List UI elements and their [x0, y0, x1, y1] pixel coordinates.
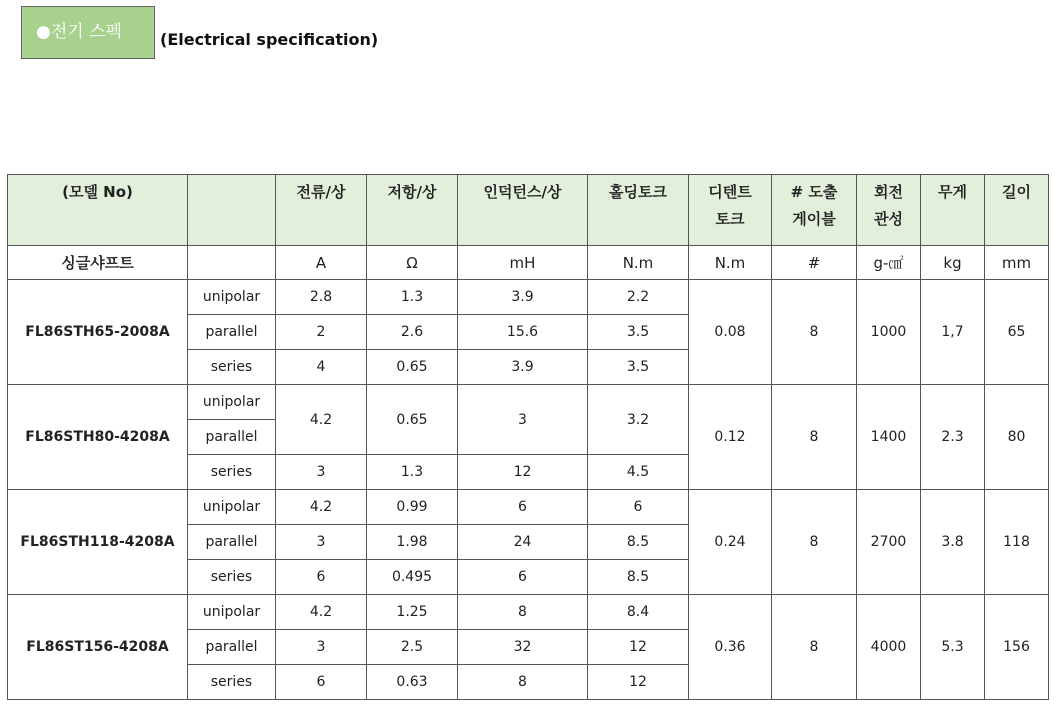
- current-value: 2.8: [276, 280, 367, 315]
- header-detent-torque: 디텐트 토크: [689, 175, 772, 246]
- drive-mode: unipolar: [188, 280, 276, 315]
- model-name: FL86STH80-4208A: [8, 385, 188, 490]
- resistance-value: 0.63: [367, 665, 458, 700]
- unit-inductance: mH: [458, 246, 588, 280]
- resistance-value: 0.495: [367, 560, 458, 595]
- resistance-value: 1.3: [367, 455, 458, 490]
- drive-mode: unipolar: [188, 595, 276, 630]
- unit-current: A: [276, 246, 367, 280]
- inertia-value: 1000: [857, 280, 921, 385]
- detent-torque-value: 0.36: [689, 595, 772, 700]
- inductance-value: 3: [458, 385, 588, 455]
- holding-torque-value: 3.5: [588, 350, 689, 385]
- header-model: (모델 No): [8, 175, 188, 246]
- holding-torque-value: 3.2: [588, 385, 689, 455]
- inductance-value: 3.9: [458, 280, 588, 315]
- length-value: 65: [985, 280, 1049, 385]
- resistance-value: 0.65: [367, 385, 458, 455]
- model-name: FL86STH118-4208A: [8, 490, 188, 595]
- length-value: 156: [985, 595, 1049, 700]
- drive-mode: parallel: [188, 525, 276, 560]
- section-badge: ●전기 스펙: [21, 6, 155, 59]
- unit-length: mm: [985, 246, 1049, 280]
- detent-torque-value: 0.08: [689, 280, 772, 385]
- table-row: [8, 385, 1049, 420]
- unit-weight: kg: [921, 246, 985, 280]
- holding-torque-value: 3.5: [588, 315, 689, 350]
- current-value: 4.2: [276, 490, 367, 525]
- drive-mode: parallel: [188, 315, 276, 350]
- resistance-value: 2.6: [367, 315, 458, 350]
- current-value: 4: [276, 350, 367, 385]
- drive-mode: parallel: [188, 630, 276, 665]
- current-value: 4.2: [276, 595, 367, 630]
- resistance-value: 1.25: [367, 595, 458, 630]
- current-value: 4.2: [276, 385, 367, 455]
- drive-mode: series: [188, 350, 276, 385]
- resistance-value: 2.5: [367, 630, 458, 665]
- header-length: 길이: [985, 175, 1049, 246]
- inductance-value: 8: [458, 665, 588, 700]
- drive-mode: series: [188, 665, 276, 700]
- drive-mode: series: [188, 560, 276, 595]
- header-mode: [188, 175, 276, 246]
- current-value: 3: [276, 525, 367, 560]
- unit-shaft: 싱글샤프트: [8, 246, 188, 280]
- current-value: 6: [276, 560, 367, 595]
- header-weight: 무게: [921, 175, 985, 246]
- holding-torque-value: 8.5: [588, 525, 689, 560]
- table-row: [8, 595, 1049, 630]
- leads-value: 8: [772, 385, 857, 490]
- length-value: 118: [985, 490, 1049, 595]
- section-subtitle: (Electrical specification): [160, 30, 379, 49]
- weight-value: 1,7: [921, 280, 985, 385]
- units-row: [8, 246, 1049, 280]
- header-inertia: 회전 관성: [857, 175, 921, 246]
- weight-value: 2.3: [921, 385, 985, 490]
- holding-torque-value: 12: [588, 630, 689, 665]
- electrical-spec-table: [7, 174, 1049, 700]
- holding-torque-value: 2.2: [588, 280, 689, 315]
- current-value: 2: [276, 315, 367, 350]
- leads-value: 8: [772, 490, 857, 595]
- resistance-value: 1.3: [367, 280, 458, 315]
- leads-value: 8: [772, 280, 857, 385]
- model-name: FL86STH65-2008A: [8, 280, 188, 385]
- inductance-value: 24: [458, 525, 588, 560]
- drive-mode: series: [188, 455, 276, 490]
- weight-value: 3.8: [921, 490, 985, 595]
- header-leads: # 도출 게이블: [772, 175, 857, 246]
- current-value: 3: [276, 630, 367, 665]
- resistance-value: 0.65: [367, 350, 458, 385]
- holding-torque-value: 8.5: [588, 560, 689, 595]
- holding-torque-value: 8.4: [588, 595, 689, 630]
- detent-torque-value: 0.12: [689, 385, 772, 490]
- inertia-value: 2700: [857, 490, 921, 595]
- length-value: 80: [985, 385, 1049, 490]
- inductance-value: 6: [458, 490, 588, 525]
- drive-mode: parallel: [188, 420, 276, 455]
- drive-mode: unipolar: [188, 385, 276, 420]
- holding-torque-value: 6: [588, 490, 689, 525]
- header-holding-torque: 홀딩토크: [588, 175, 689, 246]
- inductance-value: 8: [458, 595, 588, 630]
- inductance-value: 32: [458, 630, 588, 665]
- table-row: [8, 490, 1049, 525]
- header-current: 전류/상: [276, 175, 367, 246]
- header-row: [8, 175, 1049, 246]
- inductance-value: 6: [458, 560, 588, 595]
- inductance-value: 3.9: [458, 350, 588, 385]
- unit-resistance: Ω: [367, 246, 458, 280]
- table-row: [8, 280, 1049, 315]
- model-name: FL86ST156-4208A: [8, 595, 188, 700]
- unit-holding-torque: N.m: [588, 246, 689, 280]
- inductance-value: 12: [458, 455, 588, 490]
- inertia-value: 1400: [857, 385, 921, 490]
- header-inductance: 인덕턴스/상: [458, 175, 588, 246]
- detent-torque-value: 0.24: [689, 490, 772, 595]
- current-value: 6: [276, 665, 367, 700]
- header-resistance: 저항/상: [367, 175, 458, 246]
- weight-value: 5.3: [921, 595, 985, 700]
- current-value: 3: [276, 455, 367, 490]
- inductance-value: 15.6: [458, 315, 588, 350]
- unit-mode: [188, 246, 276, 280]
- unit-inertia: g-㎠: [857, 246, 921, 280]
- resistance-value: 1.98: [367, 525, 458, 560]
- holding-torque-value: 12: [588, 665, 689, 700]
- leads-value: 8: [772, 595, 857, 700]
- resistance-value: 0.99: [367, 490, 458, 525]
- drive-mode: unipolar: [188, 490, 276, 525]
- unit-leads: #: [772, 246, 857, 280]
- unit-detent-torque: N.m: [689, 246, 772, 280]
- holding-torque-value: 4.5: [588, 455, 689, 490]
- inertia-value: 4000: [857, 595, 921, 700]
